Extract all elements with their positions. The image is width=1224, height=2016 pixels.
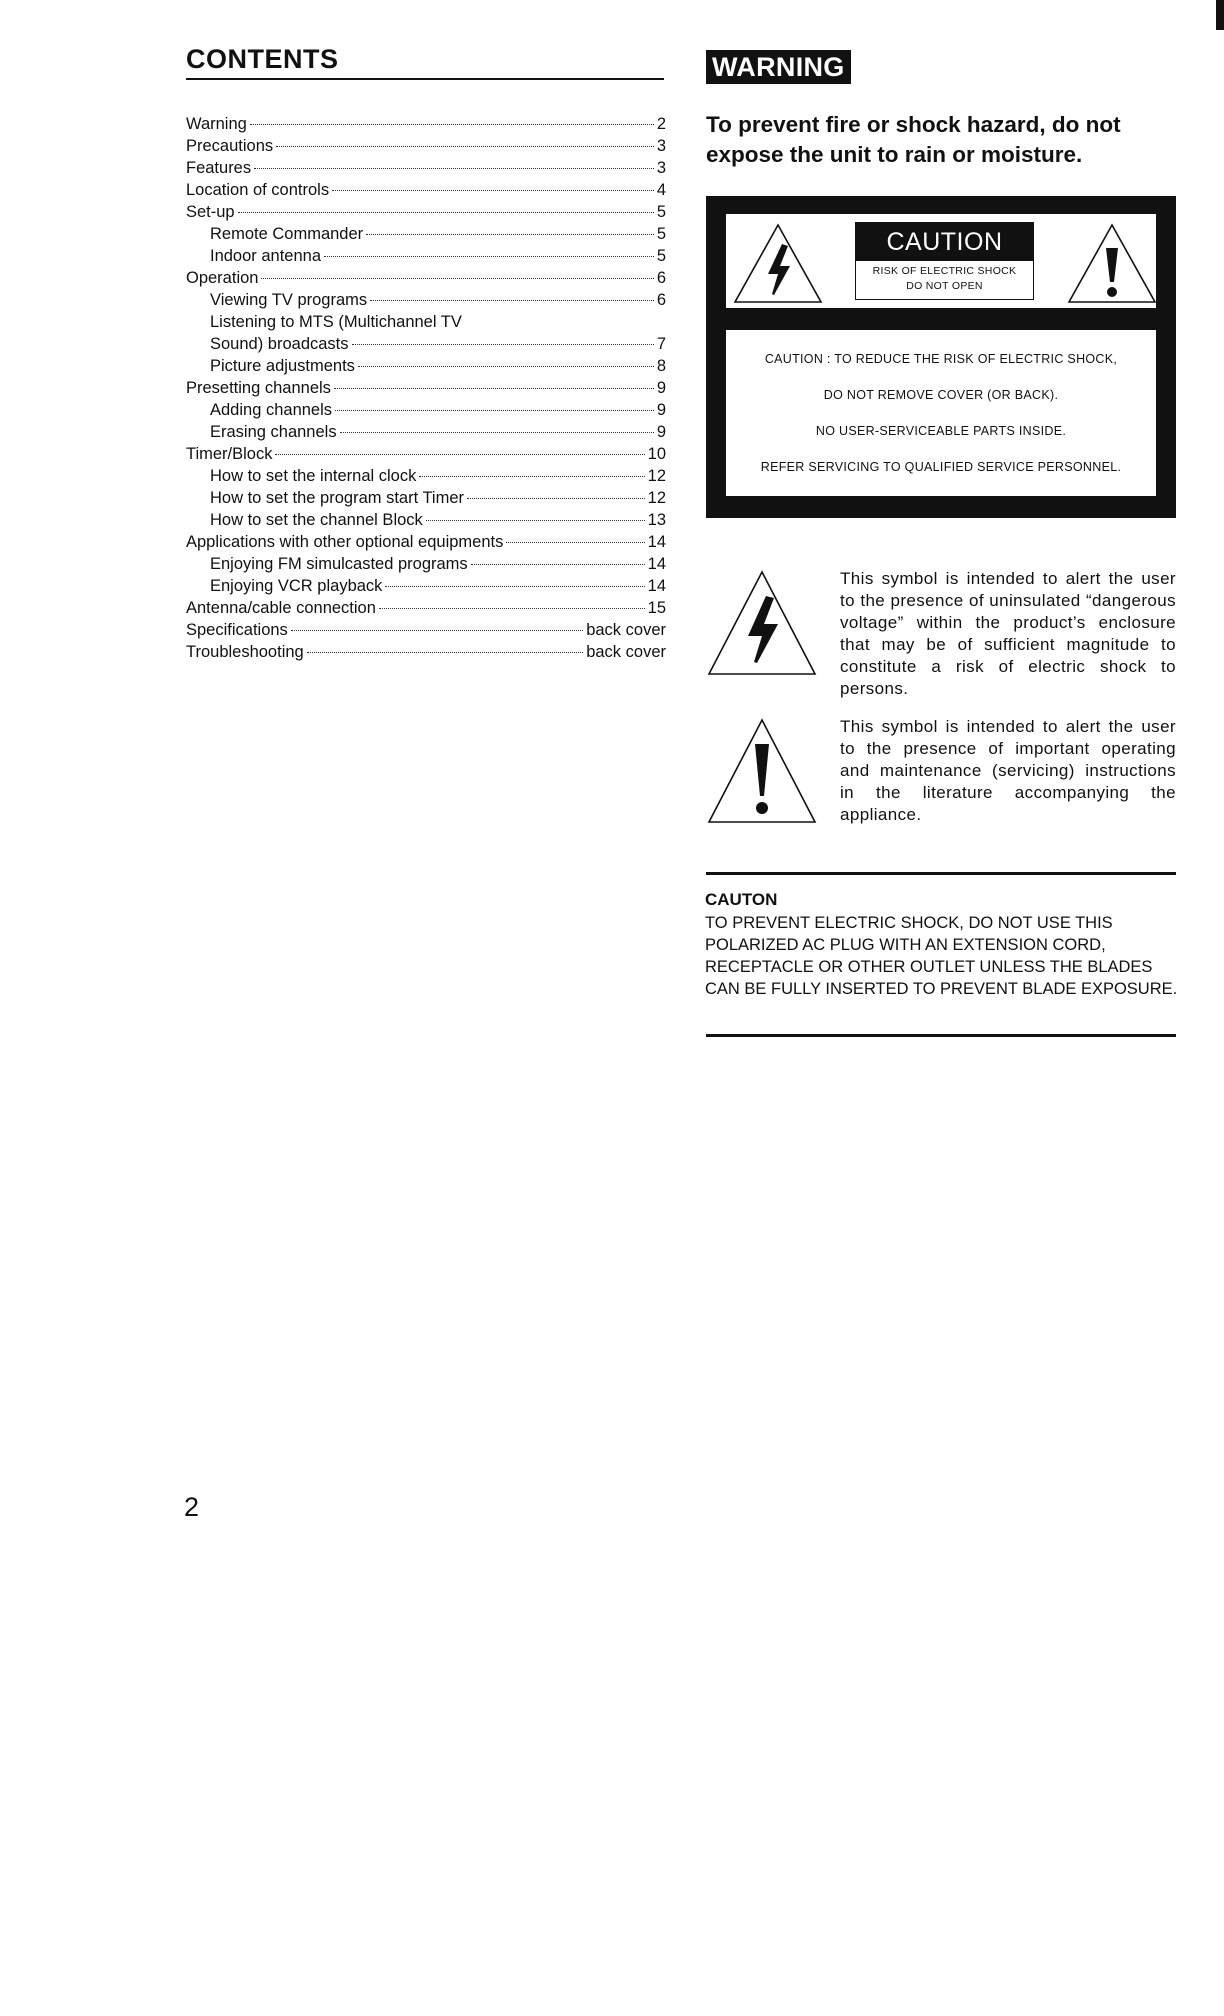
toc-entry	[186, 201, 666, 223]
toc-leader-dots	[276, 146, 654, 147]
caution-bottom-divider	[706, 1034, 1176, 1037]
toc-entry	[186, 465, 666, 487]
toc-entry-title: Indoor antenna	[210, 247, 322, 265]
toc-entry	[186, 421, 666, 443]
lightning-warning-icon	[732, 222, 824, 306]
toc-entry-page: 14	[647, 577, 666, 595]
toc-entry-page: 6	[656, 291, 666, 309]
caution-sub-line-2: DO NOT OPEN	[906, 280, 983, 292]
toc-leader-dots	[352, 344, 654, 345]
caution-line: CAUTION : TO REDUCE THE RISK OF ELECTRIC SHOCK,	[764, 352, 1118, 366]
toc-entry-title: Specifications	[186, 621, 288, 639]
toc-entry-page: back cover	[586, 643, 666, 661]
toc-entry-page: 5	[656, 203, 666, 221]
toc-leader-dots	[332, 190, 654, 191]
toc-leader-dots	[250, 124, 654, 125]
toc-entry-page: 9	[656, 379, 666, 397]
toc-entry	[186, 245, 666, 267]
toc-entry	[186, 553, 666, 575]
toc-entry-title: Set-up	[186, 203, 235, 221]
toc-entry-title: Adding channels	[210, 401, 333, 419]
toc-entry-title: How to set the channel Block	[210, 511, 423, 529]
caution-line: DO NOT REMOVE COVER (OR BACK).	[823, 388, 1059, 402]
toc-leader-dots	[335, 410, 654, 411]
toc-entry-title: Erasing channels	[210, 423, 337, 441]
toc-leader-dots	[366, 234, 654, 235]
toc-entry-title: Presetting channels	[186, 379, 331, 397]
toc-entry	[186, 509, 666, 531]
toc-entry-page: 3	[656, 159, 666, 177]
toc-entry-page: 4	[656, 181, 666, 199]
toc-entry-title: Picture adjustments	[210, 357, 355, 375]
plug-caution-title: CAUTON	[705, 890, 778, 909]
exclamation-symbol-text: This symbol is intended to alert the user to the presence of important operating and maintenance (servicing) instructions in the literature accompanying the appliance.	[840, 717, 1176, 824]
toc-entry-title: Remote Commander	[210, 225, 364, 243]
toc-entry-page: 5	[656, 225, 666, 243]
warning-statement: To prevent fire or shock hazard, do not expose the unit to rain or moisture.	[706, 112, 1121, 167]
toc-entry-page: 10	[647, 445, 666, 463]
contents-title: CONTENTS	[186, 44, 339, 74]
toc-entry	[186, 641, 666, 663]
toc-leader-dots	[275, 454, 644, 455]
exclamation-symbol-explanation	[706, 716, 1176, 826]
toc-leader-dots	[471, 564, 645, 565]
toc-entry-page: 9	[656, 423, 666, 441]
toc-leader-dots	[254, 168, 654, 169]
toc-leader-dots	[379, 608, 645, 609]
caution-line: NO USER-SERVICEABLE PARTS INSIDE.	[815, 424, 1067, 438]
plug-caution-body: TO PREVENT ELECTRIC SHOCK, DO NOT USE THIS POLARIZED AC PLUG WITH AN EXTENSION CORD, RECEPTACLE OR OTHER OUTLET UNLESS THE BLADES CAN BE FULLY INSERTED TO PREVENT BLADE EXPOSURE.	[705, 914, 1178, 998]
toc-entry	[186, 487, 666, 509]
toc-leader-dots	[291, 630, 583, 631]
toc-entry	[186, 311, 666, 333]
caution-top-divider	[706, 872, 1176, 875]
toc-entry	[186, 157, 666, 179]
toc-entry-title: How to set the internal clock	[210, 467, 417, 485]
toc-leader-dots	[467, 498, 645, 499]
toc-entry	[186, 223, 666, 245]
toc-entry-page: 2	[656, 115, 666, 133]
toc-leader-dots	[324, 256, 654, 257]
toc-entry-page: 13	[647, 511, 666, 529]
toc-entry	[186, 333, 666, 355]
toc-entry	[186, 575, 666, 597]
toc-entry-page: 14	[647, 533, 666, 551]
toc-entry	[186, 179, 666, 201]
toc-leader-dots	[370, 300, 654, 301]
lightning-symbol-explanation	[706, 568, 1176, 698]
exclamation-warning-icon	[706, 716, 818, 826]
toc-entry	[186, 399, 666, 421]
toc-entry-title: Antenna/cable connection	[186, 599, 376, 617]
exclamation-warning-icon	[1066, 222, 1158, 306]
toc-entry	[186, 597, 666, 619]
toc-entry	[186, 531, 666, 553]
toc-leader-dots	[334, 388, 654, 389]
toc-entry-page: 3	[656, 137, 666, 155]
toc-leader-dots	[340, 432, 654, 433]
caution-label-box	[706, 196, 1176, 518]
toc-entry-page: back cover	[586, 621, 666, 639]
toc-entry-title: Applications with other optional equipments	[186, 533, 504, 551]
caution-word: CAUTION	[856, 223, 1033, 261]
toc-entry	[186, 289, 666, 311]
caution-label-header	[726, 214, 1156, 308]
toc-entry-title: Precautions	[186, 137, 274, 155]
warning-label: WARNING	[706, 50, 851, 84]
lightning-symbol-text: This symbol is intended to alert the user to the presence of uninsulated “dangerous voltage” within the product’s enclosure that may be of sufficient magnitude to constitute a risk of electric shock to persons.	[840, 569, 1176, 698]
toc-entry	[186, 443, 666, 465]
toc-entry	[186, 113, 666, 135]
caution-line: REFER SERVICING TO QUALIFIED SERVICE PERSONNEL.	[760, 460, 1122, 474]
page-number: 2	[184, 1492, 200, 1522]
toc-entry-title: Location of controls	[186, 181, 330, 199]
toc-entry	[186, 377, 666, 399]
toc-entry-page: 8	[656, 357, 666, 375]
toc-leader-dots	[358, 366, 654, 367]
toc-entry-title: Timer/Block	[186, 445, 273, 463]
toc-entry-title: Troubleshooting	[186, 643, 304, 661]
toc-entry-title: Viewing TV programs	[210, 291, 368, 309]
toc-entry-page: 9	[656, 401, 666, 419]
toc-leader-dots	[419, 476, 644, 477]
toc-entry-title: Features	[186, 159, 252, 177]
toc-entry-title: Enjoying VCR playback	[210, 577, 383, 595]
toc-entry	[186, 355, 666, 377]
toc-entry-page: 7	[656, 335, 666, 353]
toc-entry-page: 6	[656, 269, 666, 287]
toc-entry-page: 5	[656, 247, 666, 265]
lightning-warning-icon	[706, 568, 818, 678]
contents-divider	[186, 78, 664, 80]
toc-entry-title: Warning	[186, 115, 247, 133]
toc-leader-dots	[261, 278, 653, 279]
toc-entry	[186, 267, 666, 289]
toc-entry-page: 12	[647, 489, 666, 507]
caution-label-text-panel	[726, 330, 1156, 496]
caution-lines	[726, 330, 1156, 496]
toc-entry-title: Operation	[186, 269, 259, 287]
caution-center-panel	[855, 222, 1034, 300]
toc-entry	[186, 135, 666, 157]
toc-entry-page: 12	[647, 467, 666, 485]
scan-edge-mark	[1216, 0, 1224, 30]
toc-entry-page: 14	[647, 555, 666, 573]
toc-entry-page: 15	[647, 599, 666, 617]
toc-leader-dots	[385, 586, 644, 587]
toc-entry-title: How to set the program start Timer	[210, 489, 465, 507]
toc-entry-title: Enjoying FM simulcasted programs	[210, 555, 468, 573]
toc-leader-dots	[238, 212, 654, 213]
toc-leader-dots	[506, 542, 644, 543]
toc-entry-title: Sound) broadcasts	[210, 335, 349, 353]
caution-sub-line-1: RISK OF ELECTRIC SHOCK	[872, 265, 1017, 277]
table-of-contents	[186, 113, 666, 663]
toc-leader-dots	[426, 520, 645, 521]
toc-entry-title: Listening to MTS (Multichannel TV	[210, 313, 462, 331]
toc-entry	[186, 619, 666, 641]
toc-leader-dots	[307, 652, 583, 653]
